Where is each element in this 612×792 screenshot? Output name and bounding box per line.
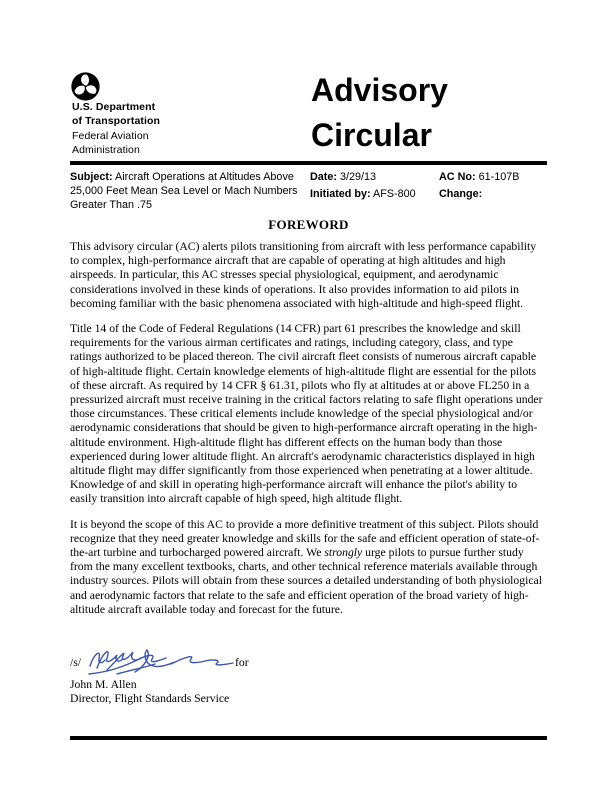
footer-rule [70,736,547,740]
date-value: 3/29/13 [340,171,377,183]
document-type-title [311,68,448,158]
initiated-by-field [310,187,439,201]
agency-line-4: Administration [72,144,140,157]
handwritten-signature-icon [86,641,236,679]
date-column [310,170,439,212]
signature-row [70,656,547,673]
header-rule [70,161,547,165]
date-field [310,170,439,184]
paragraph-3-text-before: It is beyond the scope of this AC to provide a more definitive treatment of this subject. Pilots should recognize that they need greater knowledge and skills for the safe and efficient operation of state-of-the-art turbine and turbocharged powered aircraft. We [70,517,540,560]
agency-line-1: U.S. Department [72,101,156,113]
ac-number-field [439,170,548,184]
foreword-heading: FOREWORD [268,217,349,232]
subject-value: Aircraft Operations at Altitudes Above 25,000 Feet Mean Sea Level or Mach Numbers Greater Than .75 [70,171,298,211]
ac-number-column [439,170,548,212]
foreword-paragraph-1: This advisory circular (AC) alerts pilots transitioning from aircraft with less performance capability to complex, high-performance aircraft that are capable of operating at high altitudes and high airspeeds. In particular, this AC stresses special physiological, equipment, and aerodynamic considerations involved in these kinds of operations. It also provides information to aid pilots in becoming familiar with the basic phenomena associated with high-altitude and high-speed flight. [70,240,537,310]
signature-block [70,656,547,706]
circular-meta-block [70,170,548,212]
initiated-by-value: AFS-800 [373,188,416,200]
initiated-by-label: Initiated by: [310,188,371,200]
foreword-body [70,240,547,628]
subject-label: Subject: [70,171,113,183]
for-label: for [235,656,249,669]
paragraph-3-text-after: urge pilots to pursue further study from the many excellent textbooks, charts, and other technical reference materials available through industry sources. Pilots will obtain from these sources a detailed understanding of both physiological and aerodynamic factors that relate to the safe and efficient operation of the broad variety of high-altitude aircraft available today and forecast for the future. [70,546,542,616]
foreword-paragraph-3 [70,518,547,617]
foreword-paragraph-2: Title 14 of the Code of Federal Regulations (14 CFR) part 61 prescribes the knowledge and skill requirements for the various airman certificates and ratings, including category, class, and type ratings authorized to be placed thereon. The civil aircraft fleet consists of numerous aircraft capable of high-altitude flight. Certain knowledge elements of high-altitude flight are essential for the pilots of these aircraft. As required by 14 CFR § 61.31, pilots who fly at altitudes at or above FL250 in a pressurized aircraft must receive training in the critical factors relating to safe flight operations under those circumstances. These critical elements include knowledge of the special physiological and/or aerodynamic considerations that should be given to high-performance aircraft operating in the high-altitude environment. High-altitude flight has different effects on the human body than those experienced during lower altitude flight. An aircraft's aerodynamic characteristics displayed in high altitude flight may differ significantly from those experienced when penetrating at a lower altitude. Knowledge of and skill in operating high-performance aircraft will enhance the pilot's ability to easily transition into aircraft capable of high speed, high altitude flight. [70,322,543,506]
change-label: Change: [439,188,483,200]
title-line-1: Advisory [311,72,448,108]
date-label: Date: [310,171,337,183]
subject-field [70,170,310,212]
ac-number-label: AC No: [439,171,476,183]
change-field [439,187,548,201]
agency-line-2: of Transportation [72,115,161,128]
ac-number-value: 61-107B [478,171,520,183]
signatory-title: Director, Flight Standards Service [70,692,230,706]
signatory-name: John M. Allen [70,678,137,691]
paragraph-3-emphasized-word: strongly [324,546,363,560]
us-dot-logo-icon [71,72,100,101]
signed-notation: /s/ [70,656,82,669]
agency-name-block [72,100,160,158]
agency-line-3: Federal Aviation [72,129,149,142]
title-line-2: Circular [311,117,432,153]
